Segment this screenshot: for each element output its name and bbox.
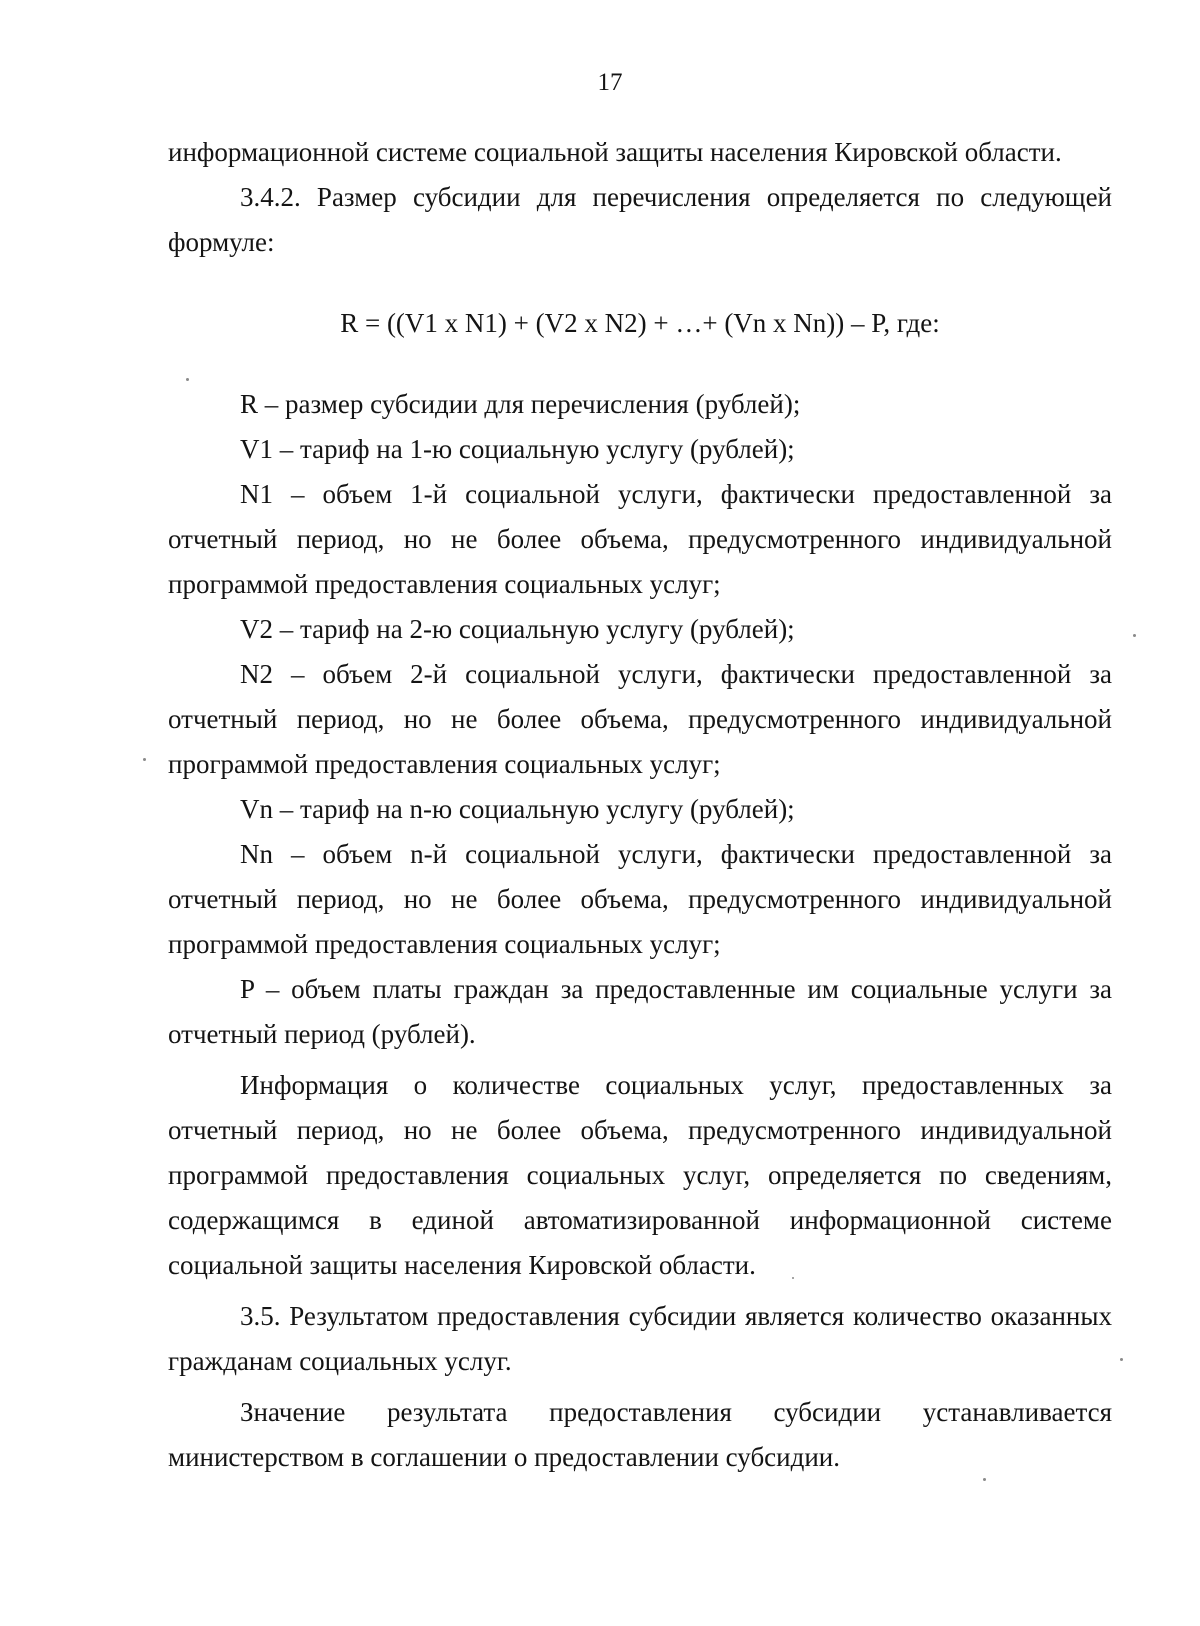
definition-nn: Nn – объем n-й социальной услуги, фактически предоставленной за отчетный период, но не более объема, предусмотренного индивидуальной программой предоставления социальных услуг; <box>168 839 1112 959</box>
paragraph-information: Информация о количестве социальных услуг, предоставленных за отчетный период, но не более объема, предусмотренного индивидуальной программой предоставления социальных услуг, определяется по сведениям, содержащимся в единой автоматизированной информационной системе социальной защиты населения Кировской области. <box>168 1070 1112 1280</box>
paragraph-3-4-2: 3.4.2. Размер субсидии для перечисления определяется по следующей формуле: <box>168 182 1112 257</box>
scan-speck <box>143 758 146 761</box>
definition-n2: N2 – объем 2-й социальной услуги, фактически предоставленной за отчетный период, но не более объема, предусмотренного индивидуальной программой предоставления социальных услуг; <box>168 659 1112 779</box>
subsidy-formula: R = ((V1 x N1) + (V2 x N2) + …+ (Vn x Nn)) – P, где: <box>340 308 940 338</box>
scan-speck <box>792 1277 794 1279</box>
scan-speck <box>983 1478 986 1481</box>
document-body <box>168 130 1112 1480</box>
scan-speck <box>1133 634 1136 637</box>
page-number: 17 <box>597 69 623 96</box>
definition-n1: N1 – объем 1-й социальной услуги, фактически предоставленной за отчетный период, но не более объема, предусмотренного индивидуальной программой предоставления социальных услуг; <box>168 479 1112 599</box>
definition-vn: Vn – тариф на n-ю социальную услугу (рублей); <box>240 794 795 824</box>
definition-v2: V2 – тариф на 2-ю социальную услугу (рублей); <box>240 614 795 644</box>
definition-r: R – размер субсидии для перечисления (рублей); <box>240 389 801 419</box>
paragraph-result-value: Значение результата предоставления субсидии устанавливается министерством в соглашении о предоставлении субсидии. <box>168 1397 1112 1472</box>
definition-v1: V1 – тариф на 1-ю социальную услугу (рублей); <box>240 434 795 464</box>
scan-speck <box>1120 1358 1123 1361</box>
definition-p: P – объем платы граждан за предоставленные им социальные услуги за отчетный период (рублей). <box>168 974 1112 1049</box>
scan-speck <box>186 378 189 381</box>
paragraph-3-5: 3.5. Результатом предоставления субсидии является количество оказанных гражданам социальных услуг. <box>168 1301 1112 1376</box>
paragraph-continuation: информационной системе социальной защиты населения Кировской области. <box>168 137 1062 167</box>
